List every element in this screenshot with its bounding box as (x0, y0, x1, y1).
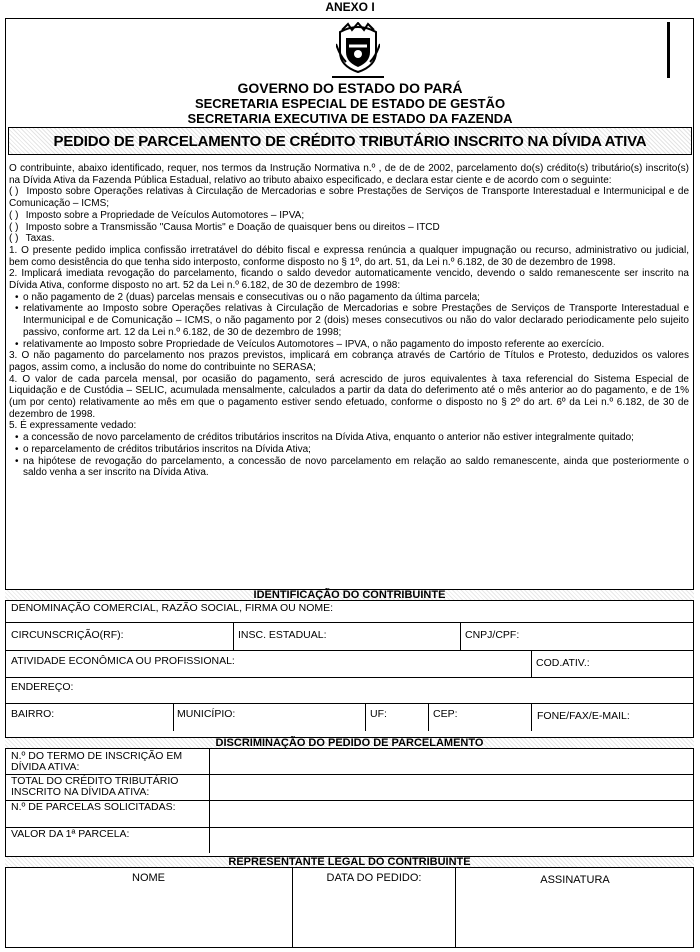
divider (209, 749, 210, 853)
divider (460, 622, 461, 650)
municipio-label: MUNICÍPIO: (177, 708, 236, 720)
uf-label: UF: (370, 708, 387, 720)
denominacao-label: DENOMINAÇÃO COMERCIAL, RAZÃO SOCIAL, FIRMA OU NOME: (11, 602, 334, 614)
annex-title: ANEXO I (325, 0, 375, 14)
circunscricao-label: CIRCUNSCRIÇÃO(RF): (11, 629, 124, 641)
government-title: GOVERNO DO ESTADO DO PARÁ (237, 80, 463, 96)
cnpj-cpf-label: CNPJ/CPF: (465, 629, 520, 641)
divider (531, 650, 532, 677)
data-pedido-label: DATA DO PEDIDO: (326, 872, 422, 884)
checkbox-itcd[interactable]: ( ) (9, 221, 19, 233)
executive-secretariat-title: SECRETARIA EXECUTIVA DE ESTADO DA FAZENDA (187, 111, 513, 126)
clause-5: 5. É expressamente vedado: (9, 420, 137, 432)
state-coat-of-arms-icon (336, 22, 380, 74)
checkbox-ipva[interactable]: ( ) (9, 209, 19, 221)
checkbox-taxas[interactable]: ( ) (9, 233, 19, 245)
section-discrimination-title: DISCRIMINAÇÃO DO PEDIDO DE PARCELAMENTO (5, 737, 694, 749)
insc-estadual-label: INSC. ESTADUAL: (238, 629, 327, 641)
section-representative-title: REPRESENTANTE LEGAL DO CONTRIBUINTE (5, 856, 694, 868)
nome-label: NOME (132, 872, 165, 884)
endereco-label: ENDEREÇO: (11, 681, 74, 693)
divider (428, 703, 429, 731)
divider (531, 703, 532, 731)
request-text (9, 163, 689, 479)
form-title: PEDIDO DE PARCELAMENTO DE CRÉDITO TRIBUTÁRIO INSCRITO NA DÍVIDA ATIVA (53, 133, 647, 150)
clause-5-bullet: • o reparcelamento de créditos tributários inscritos na Dívida Ativa; (9, 444, 689, 456)
divider (233, 622, 234, 650)
divider (5, 703, 694, 704)
clause-2-bullet: • relativamente ao Imposto sobre Operações relativas à Circulação de Mercadorias e sobre Prestações de Serviços de Transporte Interestadual e Intermunicipal e de Comunicação – ICMS, o não pagamento por 2 (dois) meses consecutivos ou não do valor declarado periodicamente pelo sujeito passivo, conforme art. 12 da Lei n.º 6.182, de 30 de dezembro de 1998; (9, 303, 689, 338)
termo-inscricao-label: N.º DO TERMO DE INSCRIÇÃO EM DÍVIDA ATIVA: (11, 750, 183, 773)
divider (5, 622, 694, 623)
clause-2: 2. Implicará imediata revogação do parcelamento, ficando o saldo devedor automaticamente vencido, devendo o saldo remanescente ser inscrito na Dívida Ativa, conforme disposto no art. 52 da Lei n.º 6.182, de 30 de dezembro de 1998: (9, 268, 689, 292)
total-credito-label: TOTAL DO CRÉDITO TRIBUTÁRIO INSCRITO NA DÍVIDA ATIVA: (11, 775, 179, 798)
margin-bar (667, 22, 670, 78)
form-title-bar (8, 127, 692, 155)
crest-underline (332, 76, 384, 78)
clause-1: 1. O presente pedido implica confissão irretratável do débito fiscal e expressa renúncia a qualquer impugnação ou recurso, administrativo ou judicial, bem como desistência do que tenha sido interposto, conforme disposto no § 1º, do art. 51, da Lei n.º 6.182, de 30 de dezembro de 1998. (9, 244, 689, 268)
tax-option-ipva[interactable]: ( ) Imposto sobre a Propriedade de Veículos Automotores – IPVA; (9, 209, 305, 221)
divider (365, 703, 366, 731)
divider (5, 677, 694, 678)
divider (173, 703, 174, 731)
divider (5, 650, 694, 651)
tax-option-taxas[interactable]: ( ) Taxas. (9, 233, 55, 245)
tax-option-icms[interactable]: ( ) Imposto sobre Operações relativas à Circulação de Mercadorias e sobre Prestações de Serviços de Transporte Interestadual e Intermunicipal e de Comunicação – ICMS; (9, 186, 689, 210)
clause-3: 3. O não pagamento do parcelamento nos prazos previstos, implicará em cobrança através de Cartório de Títulos e Protesto, deduzidos os valores pagos, assim como, a inclusão do nome do contribuinte no SERASA; (9, 350, 689, 373)
section-identification-title: IDENTIFICAÇÃO DO CONTRIBUINTE (5, 589, 694, 601)
clause-5-bullet: • a concessão de novo parcelamento de créditos tributários inscritos na Dívida Ativa, enquanto o anterior não estiver integralmente quitado; (9, 432, 689, 444)
clause-2-bullet: • o não pagamento de 2 (duas) parcelas mensais e consecutivas ou o não pagamento da última parcela; (9, 292, 689, 304)
valor-primeira-parcela-label: VALOR DA 1ª PARCELA: (11, 828, 130, 840)
checkbox-icms[interactable]: ( ) (9, 186, 19, 198)
cep-label: CEP: (433, 708, 458, 720)
clause-2-bullet: • relativamente ao Imposto sobre Propriedade de Veículos Automotores – IPVA, o não pagamento do imposto referente ao exercício. (9, 339, 689, 351)
tax-option-itcd[interactable]: ( ) Imposto sobre a Transmissão "Causa Mortis" e Doação de quaisquer bens ou direitos – ITCD (9, 221, 440, 233)
cod-ativ-label: COD.ATIV.: (536, 657, 590, 669)
fone-fax-email-label: FONE/FAX/E-MAIL: (537, 710, 630, 722)
secretariat-title: SECRETARIA ESPECIAL DE ESTADO DE GESTÃO (194, 96, 506, 111)
bairro-label: BAIRRO: (11, 708, 55, 720)
clause-5-bullet: • na hipótese de revogação do parcelamento, a concessão de novo parcelamento em relação ao saldo remanescente, ainda que posteriormente o saldo venha a ser inscrito na Dívida Ativa. (9, 456, 689, 479)
clause-4: 4. O valor de cada parcela mensal, por ocasião do pagamento, será acrescido de juros equivalentes à taxa referencial do Sistema Especial de Liquidação e de Custódia – SELIC, acumulada mensalmente, calculados a partir da data do deferimento até o mês anterior ao do pagamento, e de 1% (um por cento) relativamente ao mês em que o pagamento estiver sendo efetuado, conforme o disposto no § 2º do art. 6º da Lei n.º 6.182, de 30 de dezembro de 1998. (9, 373, 689, 420)
intro-paragraph: O contribuinte, abaixo identificado, requer, nos termos da Instrução Normativa n.º , de de de 2002, parcelamento do(s) crédito(s) tributário(s) inscrito(s) na Dívida Ativa da Fazenda Pública Estadual, relativo ao tributo abaixo especificado, e declara estar ciente e de acordo com o seguinte: (9, 163, 689, 186)
assinatura-label: ASSINATURA (540, 874, 610, 886)
atividade-label: ATIVIDADE ECONÔMICA OU PROFISSIONAL: (11, 655, 235, 667)
numero-parcelas-label: N.º DE PARCELAS SOLICITADAS: (11, 801, 176, 813)
